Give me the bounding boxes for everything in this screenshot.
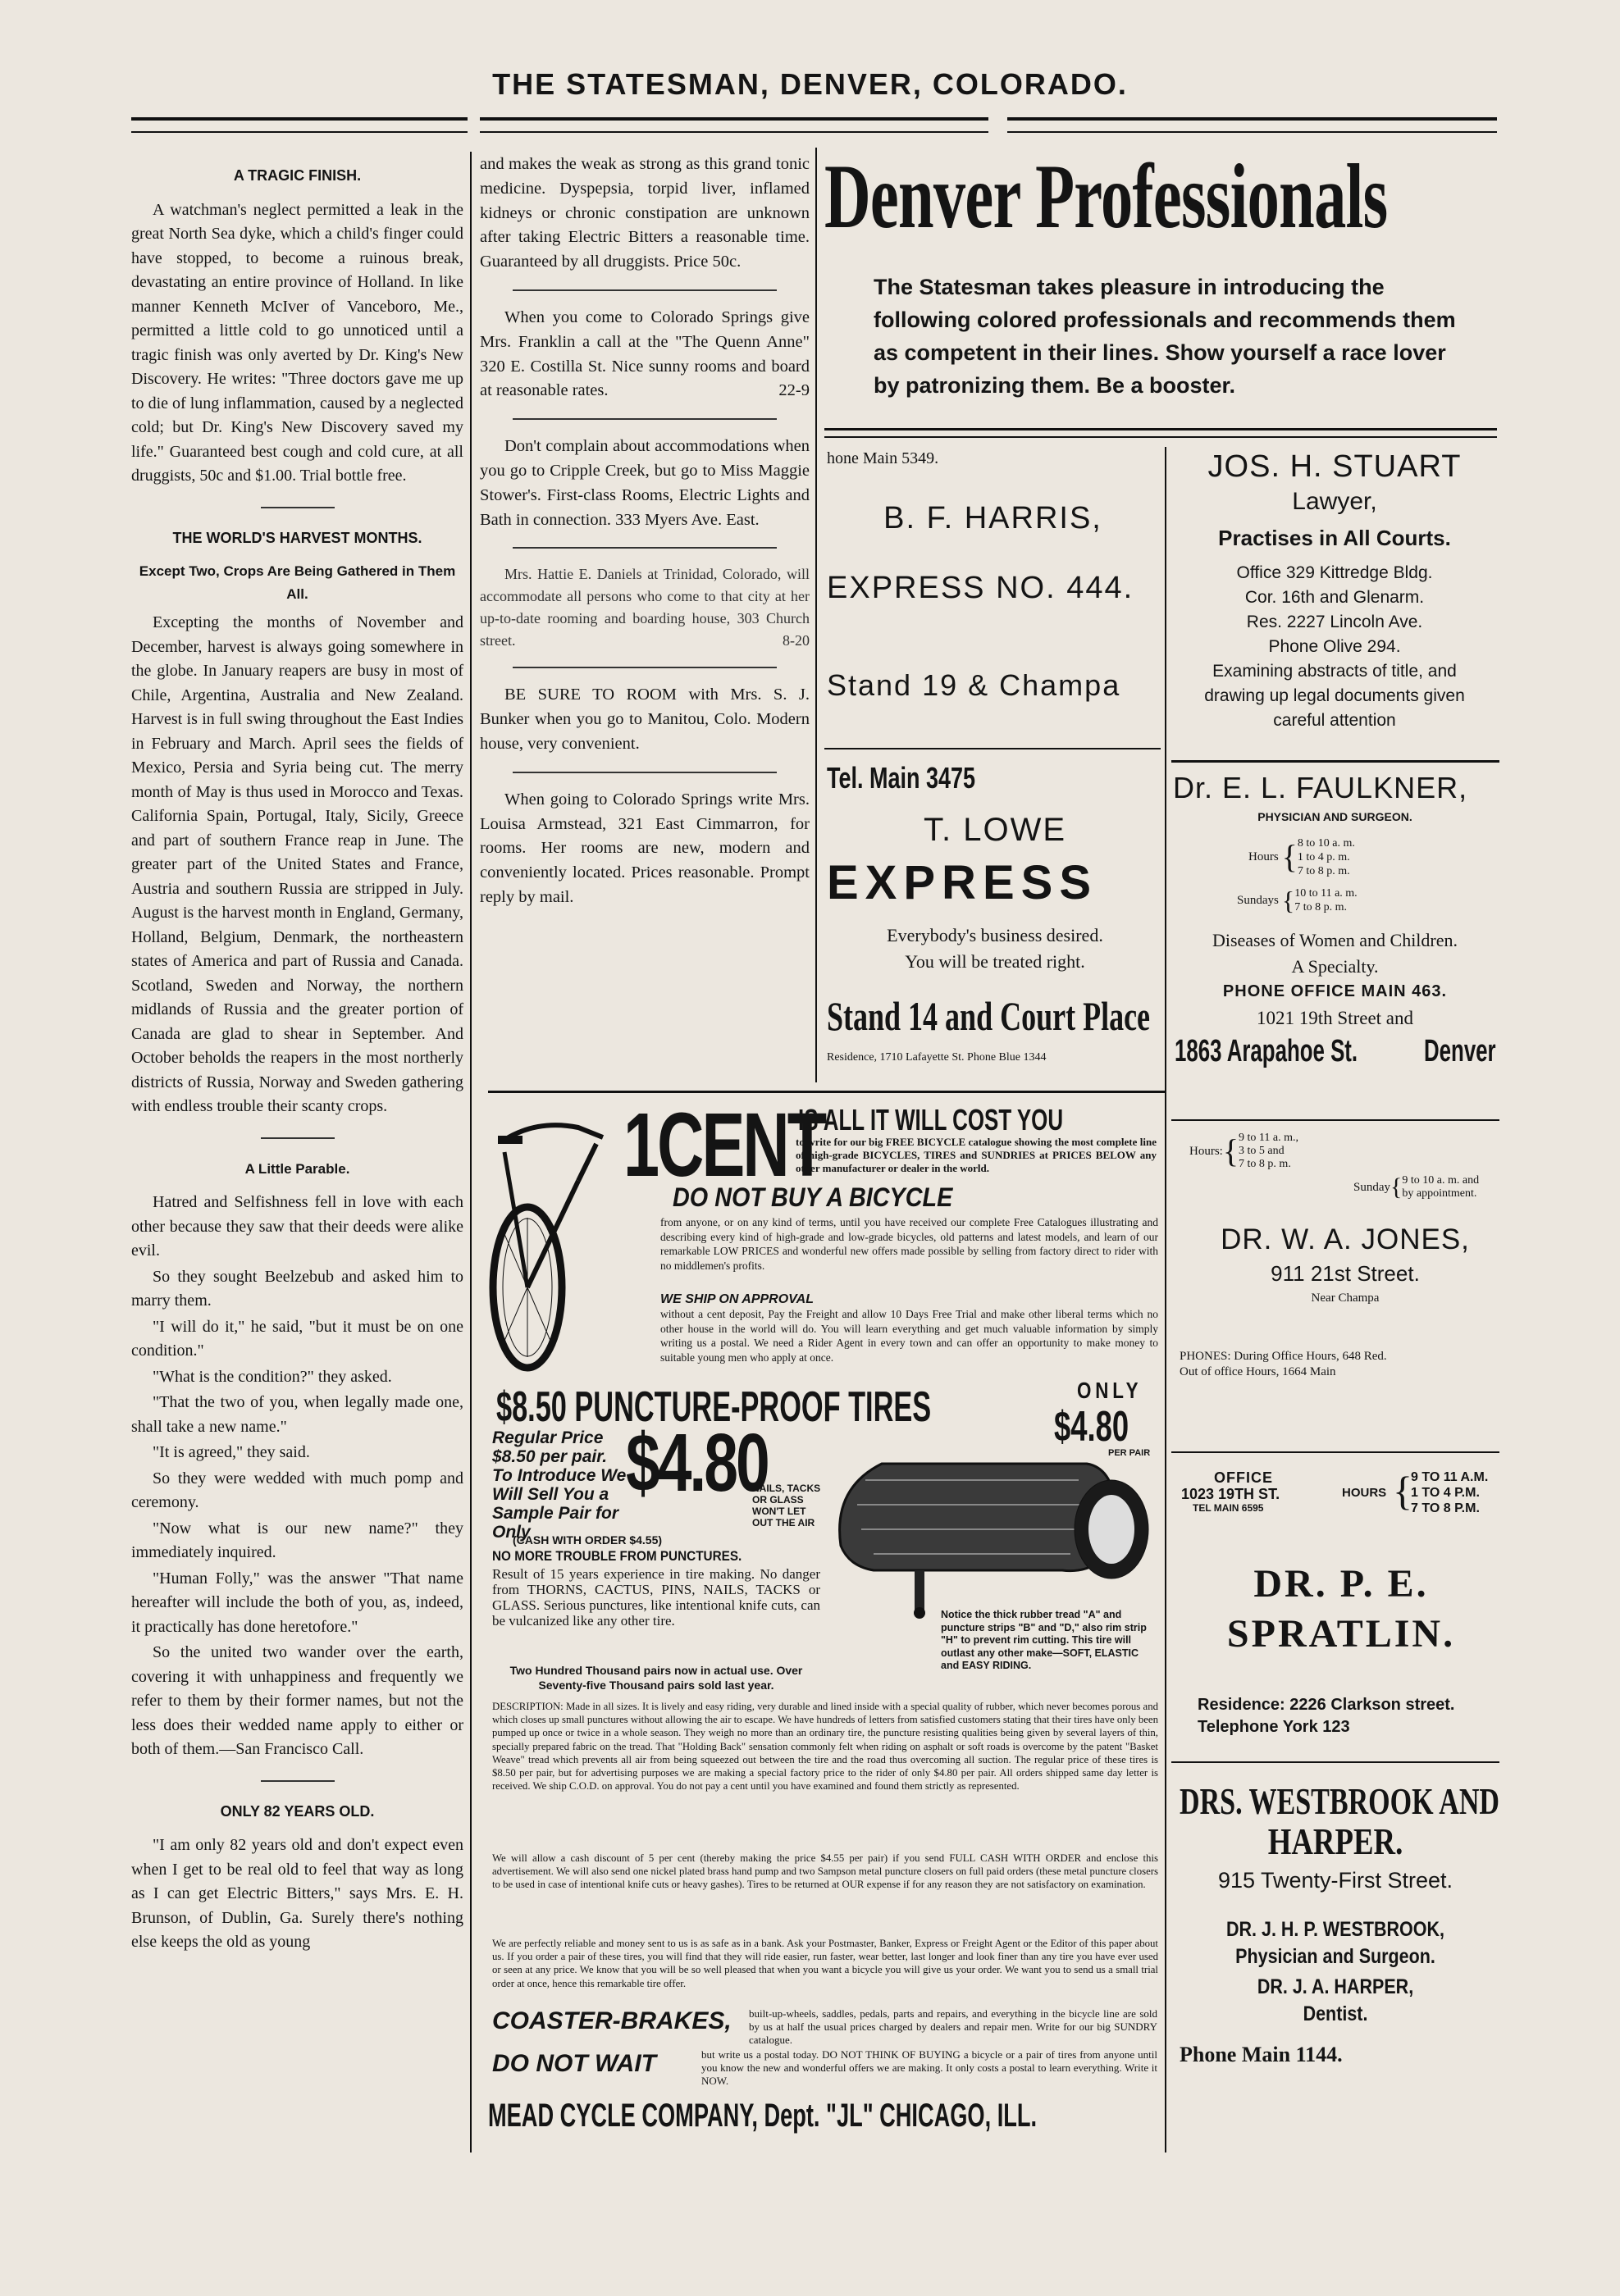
jones-rule <box>1171 1451 1499 1453</box>
parable-para: "That the two of you, when legally made one, shall take a new name." <box>131 1393 463 1436</box>
spratlin-name1: DR. P. E. <box>1253 1562 1429 1606</box>
discount-text: We will allow a cash discount of 5 per cent (thereby making the price $4.55 per pair) if you send FULL CASH WITH ORDER and enclose this advertisement. We will also send one nickel plated brass hand pump and two Sampson metal puncture closers on full paid orders (these metal puncture closers to be used in case of intentional knife cuts or heavy gashes). Tires to be returned at OUR expense if for any reason they are not satisfactory on examination. <box>492 1852 1158 1891</box>
stuart-phone: Phone Olive 294. <box>1268 637 1401 656</box>
ad-top-rule <box>488 1091 1165 1093</box>
nails: NAILS, TACKS OR GLASS WON'T LET OUT THE AIR <box>752 1483 821 1528</box>
bitters-continued: and makes the weak as strong as this grand tonic medicine. Dyspepsia, torpid liver, inflamed kidneys or chronic constipation are unknown after taking Electric Bitters a reasonable time. Guaranteed by all druggists. Price 50c. <box>480 155 810 271</box>
lowe-express: EXPRESS <box>827 856 1097 909</box>
column-rule-3 <box>1165 447 1166 2152</box>
parable-para: "Now what is our new name?" they immediately inquired. <box>131 1519 463 1561</box>
spratlin-hour: 1 TO 4 P.M. <box>1411 1486 1480 1500</box>
spratlin-rule <box>1171 1761 1499 1763</box>
brace-icon: { <box>1222 1132 1239 1169</box>
do-not-wait: DO NOT WAIT <box>492 2050 656 2077</box>
stuart-res: Res. 2227 Lincoln Ave. <box>1246 613 1423 631</box>
westbrook-dr2: DR. J. A. HARPER, <box>1257 1975 1414 1998</box>
parable-para: So they were wedded with much pomp and ceremony. <box>131 1469 463 1511</box>
brace-icon: { <box>1281 886 1295 915</box>
stuart-office2: Cor. 16th and Glenarm. <box>1244 588 1425 607</box>
coaster-brakes: COASTER-BRAKES, <box>492 2007 732 2034</box>
jones-near: Near Champa <box>1311 1292 1380 1305</box>
to-write: to write for our big FREE BICYCLE catalogue showing the most complete line of high-grade BICYCLES, TIRES and SUNDRIES at PRICES BELOW any other manufacturer or dealer in the world. <box>796 1136 1157 1174</box>
bicycle-icon <box>488 1103 627 1374</box>
spratlin-hour: 7 TO 8 P.M. <box>1411 1501 1480 1515</box>
company-name: MEAD CYCLE COMPANY, Dept. "JL" CHICAGO, ILL. <box>488 2098 1038 2134</box>
only-price: $4.80 <box>1054 1403 1129 1451</box>
jones-street: 911 21st Street. <box>1271 1261 1420 1286</box>
is-all: IS ALL IT WILL COST YOU <box>798 1103 1064 1137</box>
parable-para: "It is agreed," they said. <box>153 1443 310 1461</box>
faulkner-addr1: 1021 19th Street and <box>1257 1008 1413 1028</box>
separator <box>261 1137 335 1139</box>
bicycle-ad <box>488 1091 1165 2157</box>
westbrook-phone: Phone Main 1144. <box>1180 2043 1343 2066</box>
franklin-ad <box>480 306 810 403</box>
westbrook-title2: HARPER. <box>1267 1820 1403 1862</box>
stuart-rule <box>1171 760 1499 763</box>
masthead-rule-left <box>131 117 468 121</box>
years-old-body: "I am only 82 years old and don't expect even when I get to be real old to feel that way as long as I can get Electric Bitters," says Mrs. E. H. Brunson, of Dublin, Ga. Surely there's nothing else keeps the old as young <box>131 1836 463 1951</box>
faulkner-sunday-hour: 7 to 8 p. m. <box>1294 901 1347 913</box>
spratlin-tel: TEL MAIN 6595 <box>1193 1502 1264 1514</box>
description-text: DESCRIPTION: Made in all sizes. It is lively and easy riding, very durable and lined inside with a special quality of rubber, which never becomes porous and which closes up small punctures without allowing the air to escape. We have hundreds of letters from satisfied customers stating that their tires have only been pumped up once or twice in a whole season. They weigh no more than an ordinary tire, the puncture resisting qualities being given by several layers of thin, specially prepared fabric on the tread. That "Holding Back" sensation commonly felt when riding on asphalt or soft roads is overcome by the patent "Basket Weave" tread which prevents all air from being squeezed out between the tire and the road thus overcoming all suction. The regular price of these tires is $8.50 per pair, but for advertising purposes we are making a special factory price to the rider of only $4.80 per pair. All orders shipped same day letter is received. We ship C.O.D. on approval. You do not pay a cent until you have examined and found them strictly as represented. <box>492 1701 1158 1793</box>
daniels-text: Mrs. Hattie E. Daniels at Trinidad, Colorado, will accommodate all persons who come to that city at her up-to-date rooming and boarding house, 303 Church street. <box>480 566 810 649</box>
faulkner-hours <box>1248 835 1497 879</box>
jones-name: DR. W. A. JONES, <box>1221 1223 1470 1255</box>
notice-text: Notice the thick rubber tread "A" and puncture strips "B" and "D," also rim strip "H" to prevent rim cutting. This tire will outlast any other make—SOFT, ELASTIC and EASY RIDING. <box>941 1609 1147 1671</box>
stuart-office1: Office 329 Kittredge Bldg. <box>1236 563 1433 582</box>
column-2 <box>480 153 810 912</box>
professionals-rule <box>824 428 1497 430</box>
westbrook-card <box>1171 1779 1499 2067</box>
separator <box>513 547 777 549</box>
ship-approval: WE SHIP ON APPROVAL <box>660 1292 814 1306</box>
brace-icon: { <box>1281 838 1298 875</box>
faulkner-sundays <box>1237 884 1497 917</box>
parable-para: Hatred and Selfishness fell in love with each other because they saw that their deeds were alike evil. <box>131 1193 463 1260</box>
faulkner-title: PHYSICIAN AND SURGEON. <box>1257 810 1412 823</box>
parable-para: "I will do it," he said, "but it must be on one condition." <box>131 1317 463 1360</box>
only-label: ONLY <box>1077 1378 1143 1403</box>
faulkner-phone: PHONE OFFICE MAIN 463. <box>1222 982 1448 1000</box>
jones-card <box>1180 1130 1501 1379</box>
wait-text: but write us a postal today. DO NOT THINK OF BUYING a bicycle or a pair of tires from anyone until you know the new and wonderful offers we are making. It only costs a postal to learn everything. Write it NOW. <box>701 2048 1157 2087</box>
stuart-courts: Practises in All Courts. <box>1218 526 1451 550</box>
jones-hours-label: Hours: <box>1189 1144 1223 1158</box>
daniels-ad <box>480 563 810 652</box>
column-rule-2 <box>815 148 817 1082</box>
lowe-phone: Tel. Main 3475 <box>827 761 976 795</box>
masthead-rule-mid <box>480 117 988 121</box>
masthead-rule-left-2 <box>131 131 468 133</box>
masthead-rule-right <box>1007 117 1497 121</box>
faulkner-card <box>1173 771 1497 1070</box>
regular-price: Regular Price $8.50 per pair. To Introduce We Will Sell You a Sample Pair for Only <box>492 1428 627 1542</box>
separator <box>261 507 335 508</box>
stuart-card <box>1171 449 1498 733</box>
parable-para: So the united two wander over the earth, covering it with unhappiness and frequently we refer to them by their former names, but not the less does their wedded name apply to either or both of them.—San Francisco Call. <box>131 1643 463 1758</box>
column-rule-1 <box>470 152 472 2152</box>
spratlin-name2: SPRATLIN. <box>1226 1612 1456 1656</box>
jones-sunday-label: Sunday <box>1353 1180 1390 1194</box>
westbrook-title1: DRS. WESTBROOK AND <box>1180 1780 1499 1822</box>
harvest-body: Excepting the months of November and December, harvest is always going somewhere in the globe. In January reapers are busy in most of Chile, Argentina, Australia and New Zealand. Harvest is in full swing throughout the East Indies in February and March. April sees the fields of Mexico, Persia and Syria being cut. The merry month of May is thus used in Morocco and Texas. California Spain, Portugal, Italy, Sicily, Greece and part of southern France reap in June. The greater part of the United States and France, Austria and southern Russia are stripped in July. August is the harvest month in England, Germany, Holland, Belgium, Denmark, the northeastern states of America and part of Russia and Canada. Scotland, Sweden and Norway, the northern midlands of Russia and the greater portion of Canada are glad to shear in September. And October beholds the reapers in the most northerly districts of Russia, Norway and Sweden gathering with endless trouble their scanty crops. <box>131 613 463 1115</box>
parable-para: "What is the condition?" they asked. <box>153 1367 392 1386</box>
jones-hour: 7 to 8 p. m. <box>1239 1158 1291 1170</box>
faulkner-city: Denver <box>1424 1034 1496 1068</box>
from-anyone: from anyone, or on any kind of terms, until you have received our complete Free Catalogues illustrating and describing every kind of high-grade and low-grade bicycles, old patterns and latest models, and learn of our remarkable LOW PRICES and wonderful new offers made possible by selling from factory direct to rider with no middlemen's profits. <box>660 1216 1158 1272</box>
tragic-finish-body: A watchman's neglect permitted a leak in the great North Sea dyke, which a child's finger could have stopped, to become a ruinous break, devastating an entire province of Holland. In like manner Kenneth McIver of Vanceboro, Me., permitted a little cold to go unnoticed until a tragic finish was only averted by Dr. King's New Discovery. He writes: "Three doctors gave me up to die of lung inflammation, caused by a neglected cold; but Dr. King's New Discovery saved my life." Guaranteed best cough and cold cure, at all druggists, 50c and $1.00. Trial bottle free. <box>131 200 463 485</box>
westbrook-dr1-title: Physician and Surgeon. <box>1235 1945 1435 1968</box>
lowe-line2: You will be treated right. <box>905 951 1085 972</box>
harris-name: B. F. HARRIS, <box>883 501 1102 535</box>
professionals-rule-2 <box>824 436 1497 438</box>
spratlin-tel2: Telephone York 123 <box>1198 1718 1350 1736</box>
stuart-title: Lawyer, <box>1292 488 1377 515</box>
tragic-finish-title: A TRAGIC FINISH. <box>233 167 362 184</box>
spratlin-office-block <box>1181 1469 1501 1519</box>
faulkner-name: Dr. E. L. FAULKNER, <box>1173 771 1468 804</box>
faulkner-specialty2: A Specialty. <box>1291 956 1379 977</box>
harris-phone: hone Main 5349. <box>827 449 939 467</box>
faulkner-hour: 8 to 10 a. m. <box>1297 836 1355 850</box>
separator <box>513 289 777 291</box>
armstead-ad: When going to Colorado Springs write Mrs. Louisa Armstead, 321 East Cimmarron, for rooms. Her rooms are new, modern and conveniently located. Prices reasonable. Prompt reply by mail. <box>480 790 810 906</box>
jones-sunday <box>1353 1173 1501 1202</box>
harris-stand: Stand 19 & Champa <box>827 668 1121 702</box>
professionals-title: Denver Professionals <box>824 146 1388 248</box>
coaster-text: built-up-wheels, saddles, pedals, parts and repairs, and everything in the bicycle line are sold by us at half the usual prices charged by dealers and repair men. Write for our big SUNDRY catalogue. <box>749 2007 1157 2046</box>
separator <box>513 418 777 420</box>
faulkner-sunday-hour: 10 to 11 a. m. <box>1294 887 1358 900</box>
franklin-code: 22-9 <box>778 381 810 400</box>
masthead-rule-mid-2 <box>480 131 988 133</box>
daniels-code: 8-20 <box>783 632 810 649</box>
cash: (CASH WITH ORDER $4.55) <box>513 1533 663 1547</box>
spratlin-hours <box>1411 1469 1488 1516</box>
big-price: $4.80 <box>626 1417 768 1509</box>
jones-sunday-hour: by appointment. <box>1402 1187 1477 1200</box>
stuart-desc: Examining abstracts of title, and drawing up legal documents given careful attention <box>1204 662 1465 730</box>
jones-hour: 3 to 5 and <box>1239 1145 1285 1157</box>
tires-headline: $8.50 PUNCTURE-PROOF TIRES <box>496 1383 932 1431</box>
harvest-title: THE WORLD'S HARVEST MONTHS. <box>172 529 422 546</box>
faulkner-sundays-label: Sundays <box>1237 893 1279 907</box>
do-not-buy: DO NOT BUY A BICYCLE <box>673 1182 953 1212</box>
jones-hour: 9 to 11 a. m., <box>1239 1132 1299 1144</box>
years-old-title: ONLY 82 YEARS OLD. <box>220 1802 375 1820</box>
faulkner-hour: 1 to 4 p. m. <box>1297 850 1350 863</box>
westbrook-street: 915 Twenty-First Street. <box>1217 1868 1453 1893</box>
masthead-rule-right-2 <box>1007 131 1497 133</box>
brace-icon: { <box>1393 1468 1412 1514</box>
masthead: THE STATESMAN, DENVER, COLORADO. <box>492 67 1128 101</box>
faulkner-hours-label: Hours <box>1248 850 1279 863</box>
harvest-subtitle: Except Two, Crops Are Being Gathered in Them All. <box>139 563 456 602</box>
jones-phones2: Out of office Hours, 1664 Main <box>1180 1365 1336 1378</box>
jones-hours <box>1189 1130 1501 1173</box>
bunker-ad: BE SURE TO ROOM with Mrs. S. J. Bunker when you go to Manitou, Colo. Modern house, very convenient. <box>480 686 810 753</box>
ship-text: without a cent deposit, Pay the Freight and allow 10 Days Free Trial and make other liberal terms which no other house in the world will do. You will learn everything and get much valuable information by simply writing us a postal. We need a Rider Agent in every town and can offer an opportunity to make money to suitable young men who apply at once. <box>660 1308 1158 1364</box>
stuart-name: JOS. H. STUART <box>1207 449 1462 484</box>
brace-icon: { <box>1390 1173 1403 1200</box>
faulkner-rule <box>1171 1119 1499 1121</box>
westbrook-dr1: DR. J. H. P. WESTBROOK, <box>1225 1918 1445 1941</box>
spratlin-card <box>1181 1469 1501 1737</box>
faulkner-hour: 7 to 8 p. m. <box>1297 864 1350 877</box>
spratlin-hour: 9 TO 11 A.M. <box>1411 1470 1489 1484</box>
separator <box>261 1780 335 1782</box>
faulkner-addr2: 1863 Arapahoe St. <box>1175 1034 1358 1068</box>
harris-card <box>827 449 1159 703</box>
parable-title: A Little Parable. <box>244 1160 350 1177</box>
separator <box>513 667 777 668</box>
column-1 <box>131 156 463 1957</box>
lowe-residence: Residence, 1710 Lafayette St. Phone Blue 1344 <box>827 1051 1047 1064</box>
franklin-text: When you come to Colorado Springs give Mrs. Franklin a call at the "The Quenn Anne" 320 E. Costilla St. Nice sunny rooms and board at reasonable rates. <box>480 308 810 400</box>
spratlin-office-label: OFFICE <box>1214 1469 1273 1486</box>
spratlin-office-addr: 1023 19TH ST. <box>1181 1486 1280 1502</box>
lowe-stand: Stand 14 and Court Place <box>827 993 1151 1039</box>
one-cent: 1CENT <box>623 1095 825 1196</box>
spratlin-res: Residence: 2226 Clarkson street. <box>1198 1696 1455 1714</box>
jones-phones1: PHONES: During Office Hours, 648 Red. <box>1180 1350 1387 1363</box>
harris-express: EXPRESS NO. 444. <box>827 571 1134 605</box>
separator <box>513 772 777 773</box>
spratlin-hours-label: HOURS <box>1342 1486 1387 1500</box>
lowe-name: T. LOWE <box>923 812 1067 848</box>
harris-rule <box>824 748 1161 749</box>
reliable-text: We are perfectly reliable and money sent to us is as safe as in a bank. Ask your Postmaster, Banker, Express or Freight Agent or the Editor of this paper about us. If you order a pair of these tires, you will find that they will ride easier, run faster, wear better, last longer and look finer than any tire you have ever used or seen at any price. We know that you will be so well pleased that when you want a bicycle you will give us your order. We want you to send us a small trial order at once, hence this remarkable tire offer. <box>492 1938 1158 1989</box>
no-more: NO MORE TROUBLE FROM PUNCTURES. <box>492 1548 742 1564</box>
professionals-intro: The Statesman takes pleasure in introducing the following colored professionals and recommends them as competent in their lines. Show yourself a race lover by patronizing them. Be a booster. <box>874 275 1456 398</box>
stower-ad: Don't complain about accommodations when you go to Cripple Creek, but go to Miss Maggie Stower's. First-class Rooms, Electric Lights and Bath in connection. 333 Myers Ave. East. <box>480 437 810 529</box>
lowe-card <box>827 761 1163 1064</box>
parable-para: "Human Folly," was the answer "That name hereafter will include the both of you, as, indeed, it practically has done heretofore." <box>131 1569 463 1636</box>
westbrook-dr2-title: Dentist. <box>1303 2002 1368 2025</box>
lowe-line1: Everybody's business desired. <box>887 925 1103 945</box>
tire-icon <box>816 1431 1161 1620</box>
faulkner-specialty1: Diseases of Women and Children. <box>1212 930 1458 950</box>
parable-para: So they sought Beelzebub and asked him to marry them. <box>131 1267 463 1310</box>
result-text: Result of 15 years experience in tire making. No danger from THORNS, CACTUS, PINS, NAILS, TACKS or GLASS. Serious punctures, like intentional knife cuts, can be vulcanized like any other tire. <box>492 1566 820 1629</box>
per-pair: PER PAIR <box>1108 1448 1151 1458</box>
two-hundred: Two Hundred Thousand pairs now in actual use. Over Seventy-five Thousand pairs sold last year. <box>509 1664 803 1692</box>
jones-sunday-hour: 9 to 10 a. m. and <box>1402 1174 1480 1187</box>
